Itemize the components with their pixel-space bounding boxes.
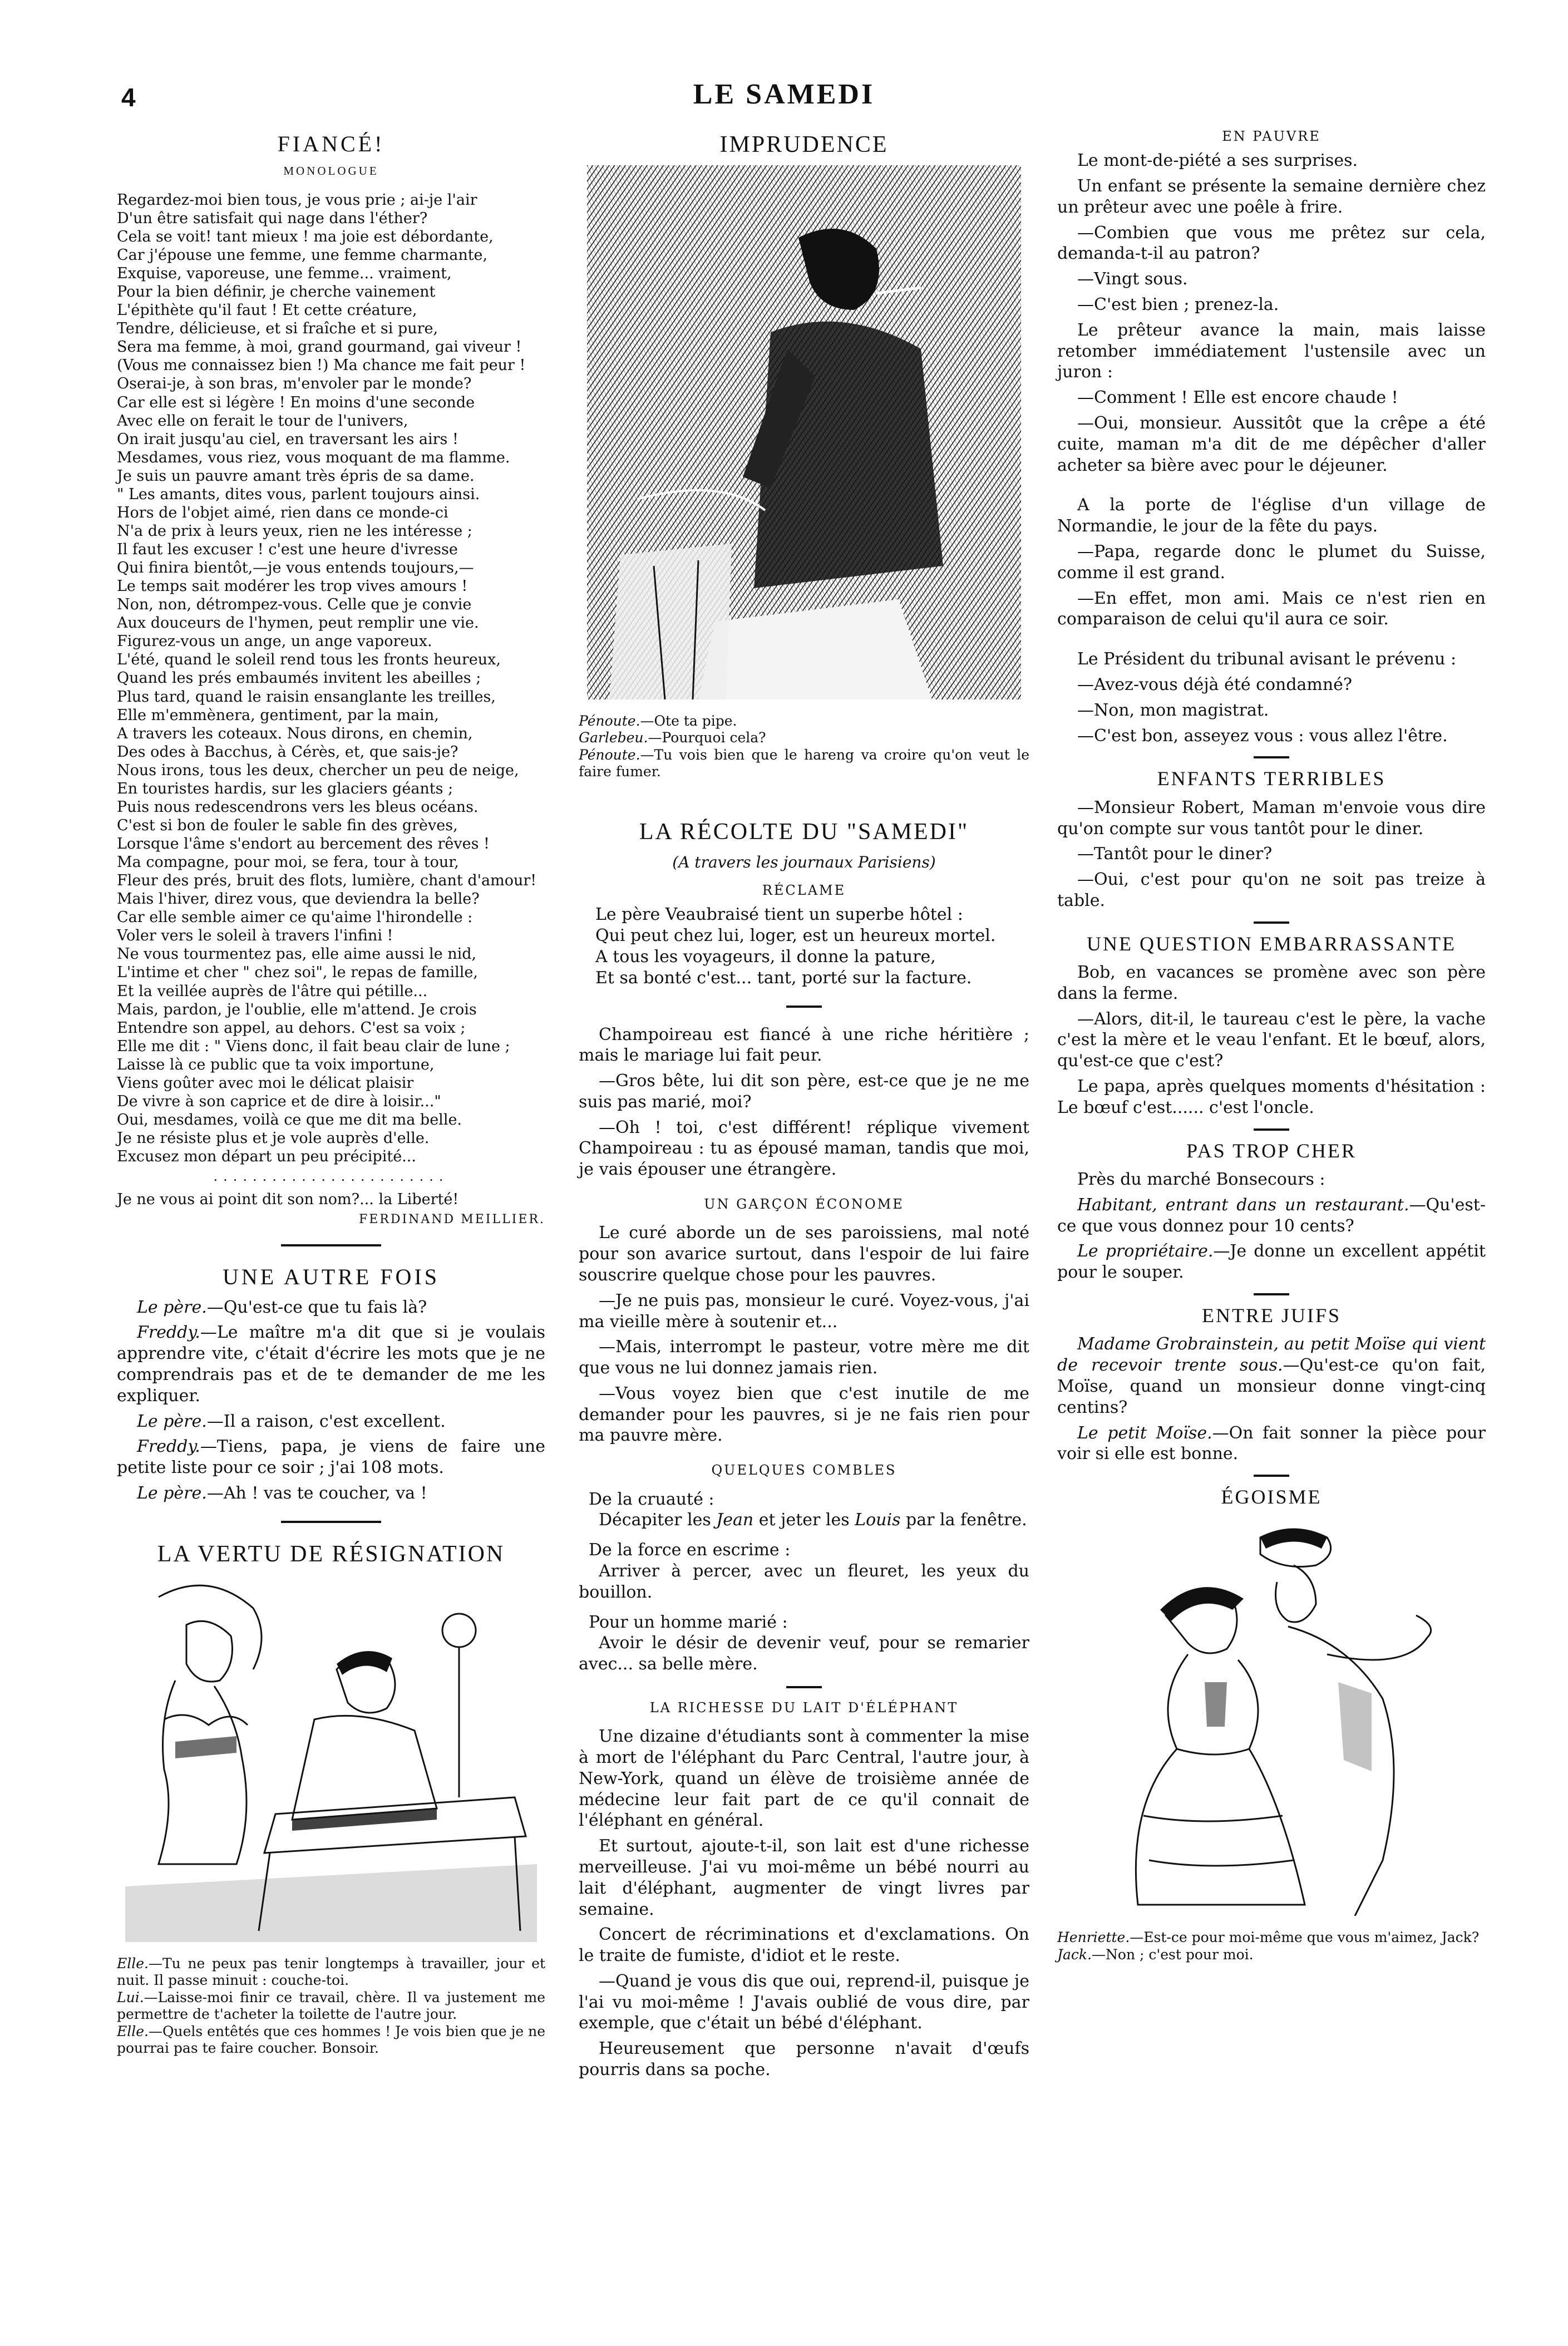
poem-line: Voler vers le soleil à travers l'infini ! — [117, 927, 393, 945]
verse-line: Et sa bonté c'est... tant, porté sur la facture. — [595, 968, 972, 988]
autre-fois-title: UNE AUTRE FOIS — [222, 1264, 440, 1290]
recolte-subtitle: (A travers les journaux Parisiens) — [672, 852, 936, 871]
lait-heading: LA RICHESSE DU LAIT D'ÉLÉPHANT — [649, 1699, 959, 1716]
divider — [1254, 1128, 1289, 1131]
egoisme-caption: Henriette.—Est-ce pour moi-même que vous m'aimez, Jack? Jack.—Non ; c'est pour moi. — [1057, 1929, 1480, 1963]
normandie-paragraph: A la porte de l'église d'un village de Normandie, le jour de la fête du pays. — [1057, 495, 1486, 536]
normandie-paragraph: —En effet, mon ami. Mais ce n'est rien en comparaison de celui qu'il aura ce soir. — [1057, 588, 1486, 629]
autre-fois-line: Le père.—Il a raison, c'est excellent. — [137, 1411, 446, 1431]
comble-item: De la cruauté : — [589, 1489, 714, 1509]
cher-paragraph: Le propriétaire.—Je donne un excellent appétit pour le souper. — [1057, 1241, 1486, 1283]
comble-item: De la force en escrime : — [589, 1540, 791, 1560]
cher-paragraph: Habitant, entrant dans un restaurant.—Qu'est-ce que vous donnez pour 10 cents? — [1057, 1195, 1486, 1236]
comble-item: Pour un homme marié : — [589, 1612, 788, 1632]
divider — [1254, 756, 1289, 758]
poem-line: (Vous me connaissez bien !) Ma chance me fait peur ! — [117, 357, 526, 374]
lait-paragraph: Heureusement que personne n'avait d'œufs pourris dans sa poche. — [579, 2039, 1029, 2080]
poem-line: Avec elle on ferait le tour de l'univers, — [117, 412, 408, 430]
poem-line: Car j'épouse une femme, une femme charmante, — [117, 247, 488, 264]
poem-line: Car elle semble aimer ce qu'aime l'hirondelle : — [117, 909, 473, 926]
egoisme-title: ÉGOISME — [1221, 1486, 1322, 1509]
poem-line: A travers les coteaux. Nous dirons, en chemin, — [117, 724, 473, 742]
poem-line: Fleur des prés, bruit des flots, lumière, chant d'amour! — [117, 872, 537, 890]
vertu-title: LA VERTU DE RÉSIGNATION — [157, 1541, 505, 1567]
poem-line: Figurez-vous un ange, un ange vaporeux. — [117, 633, 432, 650]
column-middle — [579, 122, 1029, 2085]
enfants-title: ENFANTS TERRIBLES — [1157, 767, 1386, 790]
fiance-subtitle: MONOLOGUE — [283, 164, 379, 178]
cher-title: PAS TROP CHER — [1186, 1139, 1357, 1162]
poem-line: Mesdames, vous riez, vous moquant de ma flamme. — [117, 448, 510, 466]
divider — [786, 1686, 822, 1688]
question-paragraph: —Alors, dit-il, le taureau c'est le père, la vache c'est la mère et le veau l'enfant. Et le bœuf, alors, qu'est-ce que c'est? — [1057, 1009, 1486, 1071]
poem-line: Et la veillée auprès de l'âtre qui pétille... — [117, 982, 428, 1000]
pauvre-paragraph: Le prêteur avance la main, mais laisse retomber immédiatement l'ustensile avec un juron : — [1057, 320, 1486, 382]
comble-item: Arriver à percer, avec un fleuret, les yeux du bouillon. — [579, 1561, 1029, 1602]
illustration-man-smoking-pipe — [587, 165, 1021, 699]
pauvre-heading: EN PAUVRE — [1222, 129, 1321, 144]
poem-line: Qui finira bientôt,—je vous entends toujours,— — [117, 559, 474, 577]
poem-line: Mais, pardon, je l'oublie, elle m'attend. Je crois — [117, 1000, 477, 1018]
fiance-poem — [117, 191, 545, 1166]
divider — [1254, 1293, 1289, 1295]
divider — [786, 1006, 822, 1008]
tribunal-paragraph: —C'est bon, asseyez vous : vous allez l'être. — [1077, 726, 1448, 746]
column-right — [1057, 122, 1486, 1963]
poem-line: Oserai-je, à son bras, m'envoler par le monde? — [117, 375, 472, 393]
divider — [1254, 921, 1289, 924]
poem-line: Ne vous tourmentez pas, elle aime aussi le nid, — [117, 945, 477, 963]
pauvre-paragraph: Un enfant se présente la semaine dernière chez un prêteur avec une poêle à frire. — [1057, 176, 1486, 217]
poem-line: Je ne résiste plus et je vole auprès d'elle. — [117, 1130, 430, 1147]
poem-line: Laisse là ce public que ta voix importune, — [117, 1056, 435, 1073]
poem-line: Mais l'hiver, direz vous, que deviendra la belle? — [117, 890, 480, 908]
poem-line: Pour la bien définir, je cherche vainement — [117, 283, 436, 301]
imprudence-caption: Pénoute.—Ote ta pipe. Garlebeu.—Pourquoi cela? Pénoute.—Tu vois bien que le hareng va croire qu'on veut le faire fumer. — [579, 712, 1029, 780]
masthead-title: LE SAMEDI — [693, 78, 875, 110]
poem-line: Il faut les excuser ! c'est une heure d'ivresse — [117, 541, 458, 559]
garcon-heading: UN GARÇON ÉCONOME — [704, 1196, 904, 1213]
poem-line: De vivre à son caprice et de dire à loisir..." — [117, 1092, 441, 1110]
divider — [281, 1244, 381, 1246]
autre-fois-line: Freddy.—Le maître m'a dit que si je voulais apprendre vite, c'était d'écrire les mots que je ne comprendrais pas et de te demander de me les expliquer. — [117, 1323, 545, 1406]
poem-line: Je suis un pauvre amant très épris de sa dame. — [117, 467, 475, 485]
poem-line: Quand les prés embaumés invitent les abeilles ; — [117, 669, 481, 687]
lait-paragraph: Concert de récriminations et d'exclamations. On le traite de fumiste, d'idiot et le reste. — [579, 1925, 1029, 1966]
verse-line: Qui peut chez lui, loger, est un heureux mortel. — [595, 926, 996, 946]
poem-line: Car elle est si légère ! En moins d'une seconde — [117, 393, 475, 411]
poem-line: Entendre son appel, au dehors. C'est sa voix ; — [117, 1019, 466, 1037]
question-paragraph: Le papa, après quelques moments d'hésitation : Le bœuf c'est...... c'est l'oncle. — [1057, 1077, 1486, 1117]
page-number: 4 — [121, 83, 136, 112]
poem-line: C'est si bon de fouler le sable fin des grèves, — [117, 816, 458, 834]
juifs-paragraph: Madame Grobrainstein, au petit Moïse qui vient de recevoir trente sous.—Qu'est-ce qu'on fait, Moïse, quand un monsieur donne vingt-cinq centins? — [1057, 1334, 1486, 1417]
recolte-title: LA RÉCOLTE DU "SAMEDI" — [639, 819, 969, 845]
poem-line: Viens goûter avec moi le délicat plaisir — [117, 1074, 414, 1092]
poem-line: Non, non, détrompez-vous. Celle que je convie — [117, 596, 472, 614]
poem-line: Elle me dit : " Viens donc, il fait beau clair de lune ; — [117, 1037, 510, 1055]
combles-heading: QUELQUES COMBLES — [711, 1462, 897, 1478]
poem-line: Le temps sait modérer les trop vives amours ! — [117, 578, 468, 595]
divider — [281, 1521, 381, 1523]
poem-line: Excusez mon départ un peu précipité... — [117, 1148, 416, 1166]
poem-line: On irait jusqu'au ciel, en traversant les airs ! — [117, 430, 458, 448]
pauvre-paragraph: —Vingt sous. — [1077, 269, 1188, 289]
lait-paragraph: —Quand je vous dis que oui, reprend-il, puisque je l'ai vu moi-même ! J'avais oublié de vous dire, par exemple, que c'était un bébé d'éléphant. — [579, 1971, 1029, 2033]
poem-line: Elle m'emmènera, gentiment, par la main, — [117, 706, 439, 724]
poem-line: En touristes hardis, sur les glaciers géants ; — [117, 780, 453, 797]
poem-line: Oui, mesdames, voilà ce que me dit ma belle. — [117, 1111, 462, 1128]
poem-line: Des odes à Bacchus, à Cérès, et, que sais-je? — [117, 743, 458, 761]
pauvre-paragraph: —Comment ! Elle est encore chaude ! — [1077, 388, 1398, 408]
pauvre-paragraph: —Combien que vous me prêtez sur cela, demanda-t-il au patron? — [1057, 223, 1486, 264]
juifs-paragraph: Le petit Moïse.—On fait sonner la pièce pour voir si elle est bonne. — [1057, 1423, 1486, 1464]
enfants-paragraph: —Tantôt pour le diner? — [1077, 844, 1273, 864]
illustration-couple-embracing — [1093, 1515, 1449, 1916]
poem-line: Plus tard, quand le raisin ensanglante les treilles, — [117, 688, 496, 706]
reclame-verse — [579, 904, 1029, 988]
autre-fois-line: Le père.—Ah ! vas te coucher, va ! — [137, 1483, 427, 1503]
comble-item: Avoir le désir de devenir veuf, pour se remarier avec... sa belle mère. — [579, 1633, 1029, 1674]
poem-line: Lorsque l'âme s'endort au bercement des rêves ! — [117, 835, 490, 853]
garcon-paragraph: —Vous voyez bien que c'est inutile de me demander pour les pauvres, si je ne fais rien pour ma pauvre mère. — [579, 1383, 1029, 1446]
tribunal-paragraph: —Avez-vous déjà été condamné? — [1077, 674, 1353, 694]
imprudence-title: IMPRUDENCE — [719, 132, 889, 157]
verse-line: Le père Veaubraisé tient un superbe hôtel : — [595, 905, 963, 925]
normandie-paragraph: —Papa, regarde donc le plumet du Suisse, comme il est grand. — [1057, 541, 1486, 583]
cher-paragraph: Près du marché Bonsecours : — [1077, 1170, 1325, 1189]
garcon-paragraph: —Mais, interrompt le pasteur, votre mère me dit que vous ne lui donnez jamais rien. — [579, 1337, 1029, 1378]
autre-fois-line: Freddy.—Tiens, papa, je viens de faire une petite liste pour ce soir ; j'ai 108 mots. — [117, 1437, 545, 1478]
lait-paragraph: Et surtout, ajoute-t-il, son lait est d'une richesse merveilleuse. J'ai vu moi-même un bébé nourri au lait d'éléphant, augmenter de vingt livres par semaine. — [579, 1836, 1029, 1919]
enfants-paragraph: —Oui, c'est pour qu'on ne soit pas treize à table. — [1057, 870, 1486, 910]
champoireau-paragraph: Champoireau est fiancé à une riche héritière ; mais le mariage lui fait peur. — [579, 1024, 1029, 1066]
poem-line: Ma compagne, pour moi, se fera, tour à tour, — [117, 854, 459, 871]
poem-line: Cela se voit! tant mieux ! ma joie est débordante, — [117, 228, 494, 245]
question-paragraph: Bob, en vacances se promène avec son père dans la ferme. — [1057, 963, 1486, 1003]
champoireau-paragraph: —Gros bête, lui dit son père, est-ce que je ne me suis pas marié, moi? — [579, 1071, 1029, 1112]
garcon-paragraph: Le curé aborde un de ses paroissiens, mal noté pour son avarice surtout, dans l'espoir de lui faire souscrire quelque chose pour les pauvres. — [579, 1223, 1029, 1285]
garcon-paragraph: —Je ne puis pas, monsieur le curé. Voyez-vous, j'ai ma vieille mère à soutenir et... — [579, 1290, 1029, 1332]
poem-line: Exquise, vaporeuse, une femme... vraiment, — [117, 265, 452, 283]
divider — [1254, 1475, 1289, 1477]
reclame-heading: RÉCLAME — [762, 883, 846, 899]
champoireau-paragraph: —Oh ! toi, c'est différent! réplique vivement Champoireau : tu as épousé maman, tandis que moi, je vais épouser une étrangère. — [579, 1117, 1029, 1180]
juifs-title: ENTRE JUIFS — [1201, 1304, 1342, 1327]
poem-line: D'un être satisfait qui nage dans l'éther? — [117, 209, 428, 227]
poem-line: L'épithète qu'il faut ! Et cette créature, — [117, 302, 417, 319]
tribunal-paragraph: Le Président du tribunal avisant le prévenu : — [1077, 649, 1457, 669]
verse-line: A tous les voyageurs, il donne la pature, — [595, 947, 936, 967]
poem-line: Regardez-moi bien tous, je vous prie ; ai-je l'air — [117, 191, 477, 209]
fiance-dots: ........................ — [213, 1169, 449, 1185]
pauvre-paragraph: —C'est bien ; prenez-la. — [1077, 295, 1279, 315]
fiance-signature: FERDINAND MEILLIER. — [358, 1213, 545, 1227]
illustration-couple-working-at-desk — [125, 1575, 537, 1942]
tribunal-paragraph: —Non, mon magistrat. — [1077, 700, 1269, 720]
column-left — [117, 122, 545, 2057]
fiance-last-line: Je ne vous ai point dit son nom?... la Liberté! — [117, 1191, 459, 1209]
poem-line: Hors de l'objet aimé, rien dans ce monde-ci — [117, 504, 448, 521]
poem-line: Aux douceurs de l'hymen, peut remplir une vie. — [117, 614, 479, 632]
vertu-caption: Elle.—Tu ne peux pas tenir longtemps à travailler, jour et nuit. Il passe minuit : couche-toi. Lui.—Laisse-moi finir ce travail, chère. Il va justement me permettre de t'acheter la toilette de l'autre jour. Elle.—Quels entêtés que ces hommes ! Je vois bien que je ne pourrai pas te faire coucher. Bonsoir. — [117, 1955, 545, 2057]
poem-line: Tendre, délicieuse, et si fraîche et si pure, — [117, 320, 438, 338]
comble-item: Décapiter les Jean et jeter les Louis par la fenêtre. — [599, 1510, 1027, 1530]
poem-line: Nous irons, tous les deux, chercher un peu de neige, — [117, 761, 519, 779]
lait-paragraph: Une dizaine d'étudiants sont à commenter la mise à mort de l'éléphant du Parc Central, l'autre jour, à New-York, quand un élève de troisième année de médecine leur fait part de ce qu'il connait de l'éléphant en général. — [579, 1727, 1029, 1831]
poem-line: Sera ma femme, à moi, grand gourmand, gai viveur ! — [117, 338, 522, 356]
enfants-paragraph: —Monsieur Robert, Maman m'envoie vous dire qu'on compte sur vous tantôt pour le diner. — [1057, 797, 1486, 839]
poem-line: N'a de prix à leurs yeux, rien ne les intéresse ; — [117, 522, 472, 540]
question-title: UNE QUESTION EMBARRASSANTE — [1086, 932, 1457, 955]
poem-line: " Les amants, dites vous, parlent toujours ainsi. — [117, 485, 480, 503]
poem-line: Puis nous redescendrons vers les bleus océans. — [117, 798, 479, 816]
pauvre-paragraph: Le mont-de-piété a ses surprises. — [1077, 151, 1358, 171]
poem-line: L'été, quand le soleil rend tous les fronts heureux, — [117, 651, 501, 669]
fiance-title: FIANCÉ! — [277, 131, 385, 156]
poem-line: L'intime et cher " chez soi", le repas de famille, — [117, 964, 478, 982]
pauvre-paragraph: —Oui, monsieur. Aussitôt que la crêpe a été cuite, maman m'a dit de me dépêcher d'aller acheter sa bière avec pour le déjeuner. — [1057, 413, 1486, 475]
autre-fois-line: Le père.—Qu'est-ce que tu fais là? — [137, 1297, 427, 1317]
